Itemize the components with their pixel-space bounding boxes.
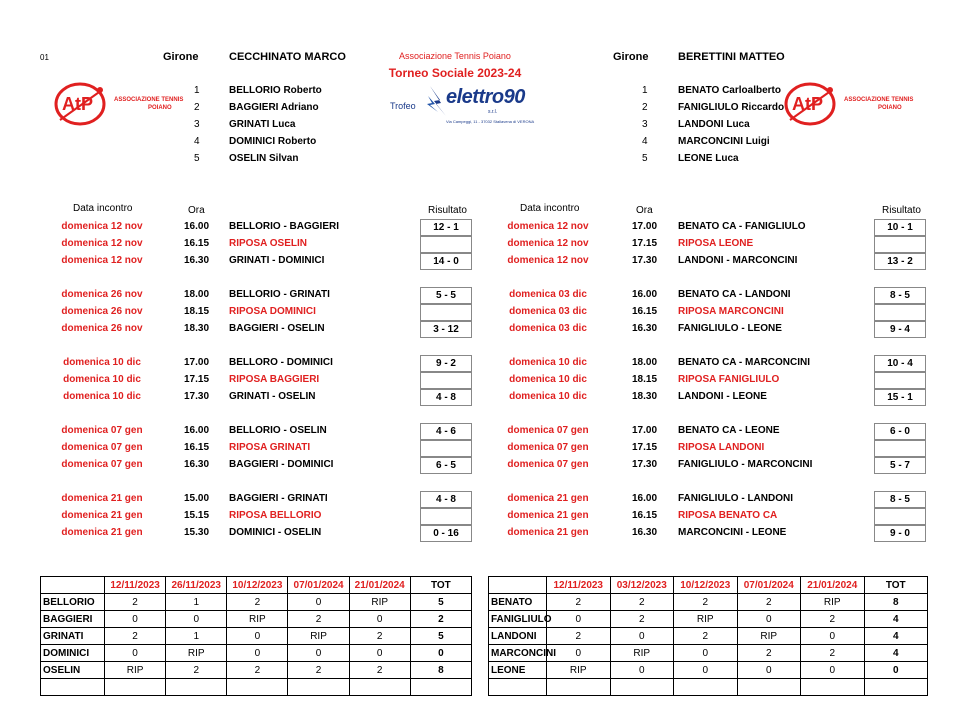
standings-total: 4 bbox=[864, 645, 928, 662]
match-result bbox=[420, 236, 472, 253]
standings-empty-cell bbox=[41, 679, 105, 696]
match-result bbox=[874, 508, 926, 525]
standings-points: 2 bbox=[227, 662, 288, 679]
standings-empty-row bbox=[41, 679, 472, 696]
match-result: 9 - 0 bbox=[874, 525, 926, 542]
player-number: 2 bbox=[642, 102, 648, 113]
standings-player-name: MARCONCINI bbox=[489, 645, 547, 662]
rest-label: RIPOSA FANIGLIULO bbox=[678, 374, 780, 385]
club-logo-left-line1: ASSOCIAZIONE TENNIS bbox=[114, 97, 184, 103]
match-pairing: FANIGLIULO - MARCONCINI bbox=[678, 459, 813, 470]
rest-label: RIPOSA LEONE bbox=[678, 238, 754, 249]
standings-points: 2 bbox=[105, 594, 166, 611]
match-result: 4 - 8 bbox=[420, 491, 472, 508]
match-pairing: GRINATI - DOMINICI bbox=[229, 255, 325, 266]
player-number: 3 bbox=[642, 119, 648, 130]
standings-date-header: 26/11/2023 bbox=[166, 577, 227, 594]
standings-player-name: GRINATI bbox=[41, 628, 105, 645]
match-date: domenica 12 nov bbox=[61, 238, 143, 249]
standings-points: 0 bbox=[288, 594, 349, 611]
standings-empty-cell bbox=[674, 679, 738, 696]
club-logo-right-line2: POIANO bbox=[878, 105, 902, 111]
standings-row bbox=[41, 611, 472, 628]
standings-total: 0 bbox=[864, 662, 928, 679]
standings-points: 2 bbox=[105, 628, 166, 645]
match-result bbox=[874, 440, 926, 457]
club-logo-right-graphic bbox=[782, 80, 914, 128]
match-date: domenica 26 nov bbox=[61, 306, 143, 317]
match-date: domenica 10 dic bbox=[63, 357, 141, 368]
match-time: 16.30 bbox=[184, 459, 210, 470]
standings-player-name: FANIGLIULO bbox=[489, 611, 547, 628]
standings-points: 2 bbox=[349, 628, 410, 645]
match-time: 15.00 bbox=[184, 493, 210, 504]
left-standings-table bbox=[40, 576, 472, 696]
match-result: 10 - 4 bbox=[874, 355, 926, 372]
match-time: 18.00 bbox=[632, 357, 658, 368]
standings-total-header: TOT bbox=[410, 577, 471, 594]
match-pairing: MARCONCINI - LEONE bbox=[678, 527, 787, 538]
match-date: domenica 21 gen bbox=[61, 493, 143, 504]
match-pairing: FANIGLIULO - LANDONI bbox=[678, 493, 793, 504]
standings-empty-cell bbox=[801, 679, 865, 696]
match-pairing: BELLORO - DOMINICI bbox=[229, 357, 333, 368]
right-group-name: BERETTINI MATTEO bbox=[678, 51, 785, 63]
standings-total: 8 bbox=[864, 594, 928, 611]
match-time: 17.15 bbox=[632, 442, 658, 453]
standings-points: 1 bbox=[166, 628, 227, 645]
standings-empty-cell bbox=[610, 679, 674, 696]
rest-label: RIPOSA MARCONCINI bbox=[678, 306, 784, 317]
standings-total: 5 bbox=[410, 628, 471, 645]
match-time: 17.00 bbox=[632, 425, 658, 436]
standings-empty-cell bbox=[227, 679, 288, 696]
player-number: 4 bbox=[194, 136, 200, 147]
standings-total: 4 bbox=[864, 611, 928, 628]
right-header-ora: Ora bbox=[636, 205, 653, 216]
standings-total-header: TOT bbox=[864, 577, 928, 594]
match-time: 16.00 bbox=[184, 221, 210, 232]
player-name: LEONE Luca bbox=[678, 153, 739, 164]
standings-row bbox=[489, 594, 928, 611]
left-group-name: CECCHINATO MARCO bbox=[229, 51, 346, 63]
match-pairing: FANIGLIULO - LEONE bbox=[678, 323, 782, 334]
match-result: 4 - 8 bbox=[420, 389, 472, 406]
standings-points: 2 bbox=[610, 594, 674, 611]
match-date: domenica 03 dic bbox=[509, 323, 587, 334]
match-result bbox=[420, 304, 472, 321]
match-date: domenica 10 dic bbox=[509, 357, 587, 368]
standings-points: 2 bbox=[288, 611, 349, 628]
match-result: 3 - 12 bbox=[420, 321, 472, 338]
match-date: domenica 07 gen bbox=[507, 442, 589, 453]
standings-points: 0 bbox=[349, 645, 410, 662]
standings-date-header: 03/12/2023 bbox=[610, 577, 674, 594]
standings-points: RIP bbox=[737, 628, 801, 645]
trofeo-label: Trofeo bbox=[390, 101, 416, 111]
match-time: 16.15 bbox=[632, 306, 658, 317]
standings-points: 0 bbox=[547, 645, 611, 662]
match-date: domenica 26 nov bbox=[61, 323, 143, 334]
standings-row bbox=[41, 645, 472, 662]
standings-empty-row bbox=[489, 679, 928, 696]
standings-empty-cell bbox=[410, 679, 471, 696]
rest-label: RIPOSA BAGGIERI bbox=[229, 374, 320, 385]
standings-player-name: BENATO bbox=[489, 594, 547, 611]
standings-points: RIP bbox=[349, 594, 410, 611]
right-girone-label: Girone bbox=[613, 51, 649, 63]
player-number: 5 bbox=[194, 153, 200, 164]
standings-empty-cell bbox=[349, 679, 410, 696]
match-date: domenica 07 gen bbox=[507, 425, 589, 436]
standings-empty-cell bbox=[737, 679, 801, 696]
rest-label: RIPOSA DOMINICI bbox=[229, 306, 316, 317]
standings-date-header: 07/01/2024 bbox=[288, 577, 349, 594]
sponsor-logo bbox=[424, 82, 534, 128]
rest-label: RIPOSA BENATO CA bbox=[678, 510, 778, 521]
match-time: 17.00 bbox=[184, 357, 210, 368]
standings-points: 1 bbox=[166, 594, 227, 611]
standings-total: 4 bbox=[864, 628, 928, 645]
standings-points: 2 bbox=[166, 662, 227, 679]
standings-points: RIP bbox=[801, 594, 865, 611]
standings-points: RIP bbox=[288, 628, 349, 645]
standings-points: RIP bbox=[166, 645, 227, 662]
standings-points: 0 bbox=[105, 645, 166, 662]
standings-date-header: 21/01/2024 bbox=[801, 577, 865, 594]
match-pairing: BELLORIO - GRINATI bbox=[229, 289, 330, 300]
standings-points: 0 bbox=[105, 611, 166, 628]
match-result bbox=[874, 304, 926, 321]
match-result bbox=[874, 372, 926, 389]
match-result: 5 - 5 bbox=[420, 287, 472, 304]
standings-total: 2 bbox=[410, 611, 471, 628]
match-date: domenica 21 gen bbox=[61, 527, 143, 538]
standings-points: 0 bbox=[610, 628, 674, 645]
standings-player-name: LEONE bbox=[489, 662, 547, 679]
player-number: 4 bbox=[642, 136, 648, 147]
standings-row bbox=[489, 662, 928, 679]
match-date: domenica 07 gen bbox=[61, 459, 143, 470]
sponsor-name: elettro90 bbox=[446, 86, 525, 108]
match-result: 14 - 0 bbox=[420, 253, 472, 270]
match-date: domenica 12 nov bbox=[507, 255, 589, 266]
match-result bbox=[874, 236, 926, 253]
standings-points: 0 bbox=[674, 645, 738, 662]
player-number: 5 bbox=[642, 153, 648, 164]
standings-date-header: 12/11/2023 bbox=[547, 577, 611, 594]
match-date: domenica 26 nov bbox=[61, 289, 143, 300]
match-date: domenica 21 gen bbox=[507, 493, 589, 504]
match-result: 6 - 5 bbox=[420, 457, 472, 474]
match-date: domenica 03 dic bbox=[509, 306, 587, 317]
rest-label: RIPOSA LANDONI bbox=[678, 442, 765, 453]
match-date: domenica 10 dic bbox=[509, 374, 587, 385]
match-time: 17.00 bbox=[632, 221, 658, 232]
standings-row bbox=[489, 645, 928, 662]
standings-corner-cell bbox=[489, 577, 547, 594]
club-logo-right bbox=[782, 80, 914, 128]
match-pairing: LANDONI - MARCONCINI bbox=[678, 255, 798, 266]
standings-points: 2 bbox=[674, 594, 738, 611]
player-number: 3 bbox=[194, 119, 200, 130]
player-number: 1 bbox=[194, 85, 200, 96]
match-result bbox=[420, 372, 472, 389]
standings-total: 8 bbox=[410, 662, 471, 679]
match-time: 16.00 bbox=[632, 493, 658, 504]
standings-date-header: 07/01/2024 bbox=[737, 577, 801, 594]
match-time: 18.15 bbox=[632, 374, 658, 385]
match-pairing: BAGGIERI - DOMINICI bbox=[229, 459, 334, 470]
sponsor-address: Via Campeggi, 11 - 37032 Stallavena di VERONA bbox=[446, 119, 535, 124]
match-pairing: BAGGIERI - OSELIN bbox=[229, 323, 325, 334]
match-time: 17.15 bbox=[632, 238, 658, 249]
right-header-risultato: Risultato bbox=[882, 205, 921, 216]
match-result: 12 - 1 bbox=[420, 219, 472, 236]
rest-label: RIPOSA BELLORIO bbox=[229, 510, 322, 521]
standings-empty-cell bbox=[288, 679, 349, 696]
club-logo-right-line1: ASSOCIAZIONE TENNIS bbox=[844, 97, 914, 103]
club-logo-left-letters: AtP bbox=[62, 94, 93, 114]
club-logo-left-line2: POIANO bbox=[148, 105, 172, 111]
standings-points: 2 bbox=[547, 628, 611, 645]
standings-points: 2 bbox=[227, 594, 288, 611]
standings-total: 0 bbox=[410, 645, 471, 662]
standings-player-name: DOMINICI bbox=[41, 645, 105, 662]
match-result: 10 - 1 bbox=[874, 219, 926, 236]
match-date: domenica 12 nov bbox=[507, 221, 589, 232]
match-result: 8 - 5 bbox=[874, 287, 926, 304]
standings-points: 2 bbox=[737, 645, 801, 662]
match-date: domenica 21 gen bbox=[61, 510, 143, 521]
match-result bbox=[420, 508, 472, 525]
match-pairing: BENATO CA - LANDONI bbox=[678, 289, 791, 300]
standings-corner-cell bbox=[41, 577, 105, 594]
left-header-risultato: Risultato bbox=[428, 205, 467, 216]
standings-player-name: BAGGIERI bbox=[41, 611, 105, 628]
match-time: 16.30 bbox=[632, 323, 658, 334]
match-pairing: BAGGIERI - GRINATI bbox=[229, 493, 328, 504]
standings-points: 2 bbox=[801, 645, 865, 662]
match-pairing: BELLORIO - BAGGIERI bbox=[229, 221, 339, 232]
standings-points: 0 bbox=[349, 611, 410, 628]
match-result: 9 - 4 bbox=[874, 321, 926, 338]
match-time: 17.15 bbox=[184, 374, 210, 385]
match-time: 16.15 bbox=[184, 442, 210, 453]
standings-date-header: 21/01/2024 bbox=[349, 577, 410, 594]
club-logo-left bbox=[52, 80, 184, 128]
standings-points: 0 bbox=[674, 662, 738, 679]
standings-player-name: OSELIN bbox=[41, 662, 105, 679]
player-number: 1 bbox=[642, 85, 648, 96]
match-pairing: BENATO CA - FANIGLIULO bbox=[678, 221, 806, 232]
standings-points: 2 bbox=[674, 628, 738, 645]
match-time: 16.00 bbox=[184, 425, 210, 436]
standings-date-header: 10/12/2023 bbox=[227, 577, 288, 594]
standings-empty-cell bbox=[166, 679, 227, 696]
match-result: 8 - 5 bbox=[874, 491, 926, 508]
standings-points: 0 bbox=[801, 628, 865, 645]
match-result: 15 - 1 bbox=[874, 389, 926, 406]
match-date: domenica 12 nov bbox=[61, 255, 143, 266]
standings-empty-cell bbox=[864, 679, 928, 696]
right-standings-table bbox=[488, 576, 928, 696]
right-header-data: Data incontro bbox=[520, 203, 580, 214]
match-date: domenica 03 dic bbox=[509, 289, 587, 300]
standings-row bbox=[489, 611, 928, 628]
standings-row bbox=[489, 628, 928, 645]
match-time: 17.30 bbox=[632, 459, 658, 470]
player-number: 2 bbox=[194, 102, 200, 113]
standings-header-row bbox=[489, 577, 928, 594]
standings-points: 0 bbox=[227, 645, 288, 662]
player-name: OSELIN Silvan bbox=[229, 153, 299, 164]
standings-points: 2 bbox=[349, 662, 410, 679]
player-name: BENATO Carloalberto bbox=[678, 85, 781, 96]
match-time: 16.30 bbox=[632, 527, 658, 538]
rest-label: RIPOSA OSELIN bbox=[229, 238, 307, 249]
match-date: domenica 21 gen bbox=[507, 527, 589, 538]
match-date: domenica 12 nov bbox=[61, 221, 143, 232]
match-result: 6 - 0 bbox=[874, 423, 926, 440]
player-name: BELLORIO Roberto bbox=[229, 85, 322, 96]
match-result: 5 - 7 bbox=[874, 457, 926, 474]
match-time: 18.30 bbox=[632, 391, 658, 402]
match-date: domenica 07 gen bbox=[61, 425, 143, 436]
standings-row bbox=[41, 662, 472, 679]
page-number: 01 bbox=[40, 53, 49, 62]
standings-player-name: LANDONI bbox=[489, 628, 547, 645]
standings-empty-cell bbox=[547, 679, 611, 696]
match-date: domenica 10 dic bbox=[509, 391, 587, 402]
match-pairing: GRINATI - OSELIN bbox=[229, 391, 316, 402]
match-time: 16.30 bbox=[184, 255, 210, 266]
standings-points: 2 bbox=[737, 594, 801, 611]
left-header-ora: Ora bbox=[188, 205, 205, 216]
standings-points: 0 bbox=[288, 645, 349, 662]
standings-points: 0 bbox=[227, 628, 288, 645]
match-date: domenica 10 dic bbox=[63, 374, 141, 385]
match-date: domenica 21 gen bbox=[507, 510, 589, 521]
standings-date-header: 12/11/2023 bbox=[105, 577, 166, 594]
standings-empty-cell bbox=[489, 679, 547, 696]
match-date: domenica 07 gen bbox=[507, 459, 589, 470]
player-name: BAGGIERI Adriano bbox=[229, 102, 319, 113]
standings-points: RIP bbox=[105, 662, 166, 679]
standings-player-name: BELLORIO bbox=[41, 594, 105, 611]
match-time: 17.30 bbox=[632, 255, 658, 266]
match-time: 16.00 bbox=[632, 289, 658, 300]
standings-points: 2 bbox=[547, 594, 611, 611]
match-time: 15.15 bbox=[184, 510, 210, 521]
club-logo-left-graphic bbox=[52, 80, 184, 128]
association-name: Associazione Tennis Poiano bbox=[399, 51, 511, 61]
player-name: LANDONI Luca bbox=[678, 119, 750, 130]
match-time: 17.30 bbox=[184, 391, 210, 402]
match-pairing: DOMINICI - OSELIN bbox=[229, 527, 322, 538]
standings-points: RIP bbox=[610, 645, 674, 662]
match-pairing: BELLORIO - OSELIN bbox=[229, 425, 327, 436]
standings-points: 0 bbox=[737, 662, 801, 679]
player-name: MARCONCINI Luigi bbox=[678, 136, 770, 147]
standings-row bbox=[41, 594, 472, 611]
match-time: 18.15 bbox=[184, 306, 210, 317]
standings-points: 2 bbox=[610, 611, 674, 628]
match-result: 13 - 2 bbox=[874, 253, 926, 270]
match-result bbox=[420, 440, 472, 457]
match-date: domenica 07 gen bbox=[61, 442, 143, 453]
standings-points: 0 bbox=[801, 662, 865, 679]
match-result: 9 - 2 bbox=[420, 355, 472, 372]
standings-points: 0 bbox=[547, 611, 611, 628]
sponsor-suffix: s.r.l. bbox=[488, 109, 498, 115]
standings-row bbox=[41, 628, 472, 645]
standings-header-row bbox=[41, 577, 472, 594]
rest-label: RIPOSA GRINATI bbox=[229, 442, 311, 453]
standings-points: RIP bbox=[547, 662, 611, 679]
standings-points: 2 bbox=[288, 662, 349, 679]
match-pairing: BENATO CA - MARCONCINI bbox=[678, 357, 811, 368]
match-time: 15.30 bbox=[184, 527, 210, 538]
match-time: 16.15 bbox=[632, 510, 658, 521]
match-time: 18.00 bbox=[184, 289, 210, 300]
standings-points: 0 bbox=[166, 611, 227, 628]
standings-points: 2 bbox=[801, 611, 865, 628]
match-time: 18.30 bbox=[184, 323, 210, 334]
club-logo-right-letters: AtP bbox=[792, 94, 823, 114]
player-name: FANIGLIULO Riccardo bbox=[678, 102, 785, 113]
match-pairing: BENATO CA - LEONE bbox=[678, 425, 780, 436]
standings-date-header: 10/12/2023 bbox=[674, 577, 738, 594]
left-header-data: Data incontro bbox=[73, 203, 133, 214]
match-date: domenica 12 nov bbox=[507, 238, 589, 249]
match-date: domenica 10 dic bbox=[63, 391, 141, 402]
standings-points: RIP bbox=[227, 611, 288, 628]
standings-points: RIP bbox=[674, 611, 738, 628]
standings-total: 5 bbox=[410, 594, 471, 611]
left-girone-label: Girone bbox=[163, 51, 199, 63]
match-result: 0 - 16 bbox=[420, 525, 472, 542]
match-pairing: LANDONI - LEONE bbox=[678, 391, 767, 402]
player-name: GRINATI Luca bbox=[229, 119, 296, 130]
player-name: DOMINICI Roberto bbox=[229, 136, 317, 147]
match-result: 4 - 6 bbox=[420, 423, 472, 440]
standings-points: 0 bbox=[610, 662, 674, 679]
tournament-title: Torneo Sociale 2023-24 bbox=[388, 66, 522, 80]
match-time: 16.15 bbox=[184, 238, 210, 249]
standings-points: 0 bbox=[737, 611, 801, 628]
standings-empty-cell bbox=[105, 679, 166, 696]
